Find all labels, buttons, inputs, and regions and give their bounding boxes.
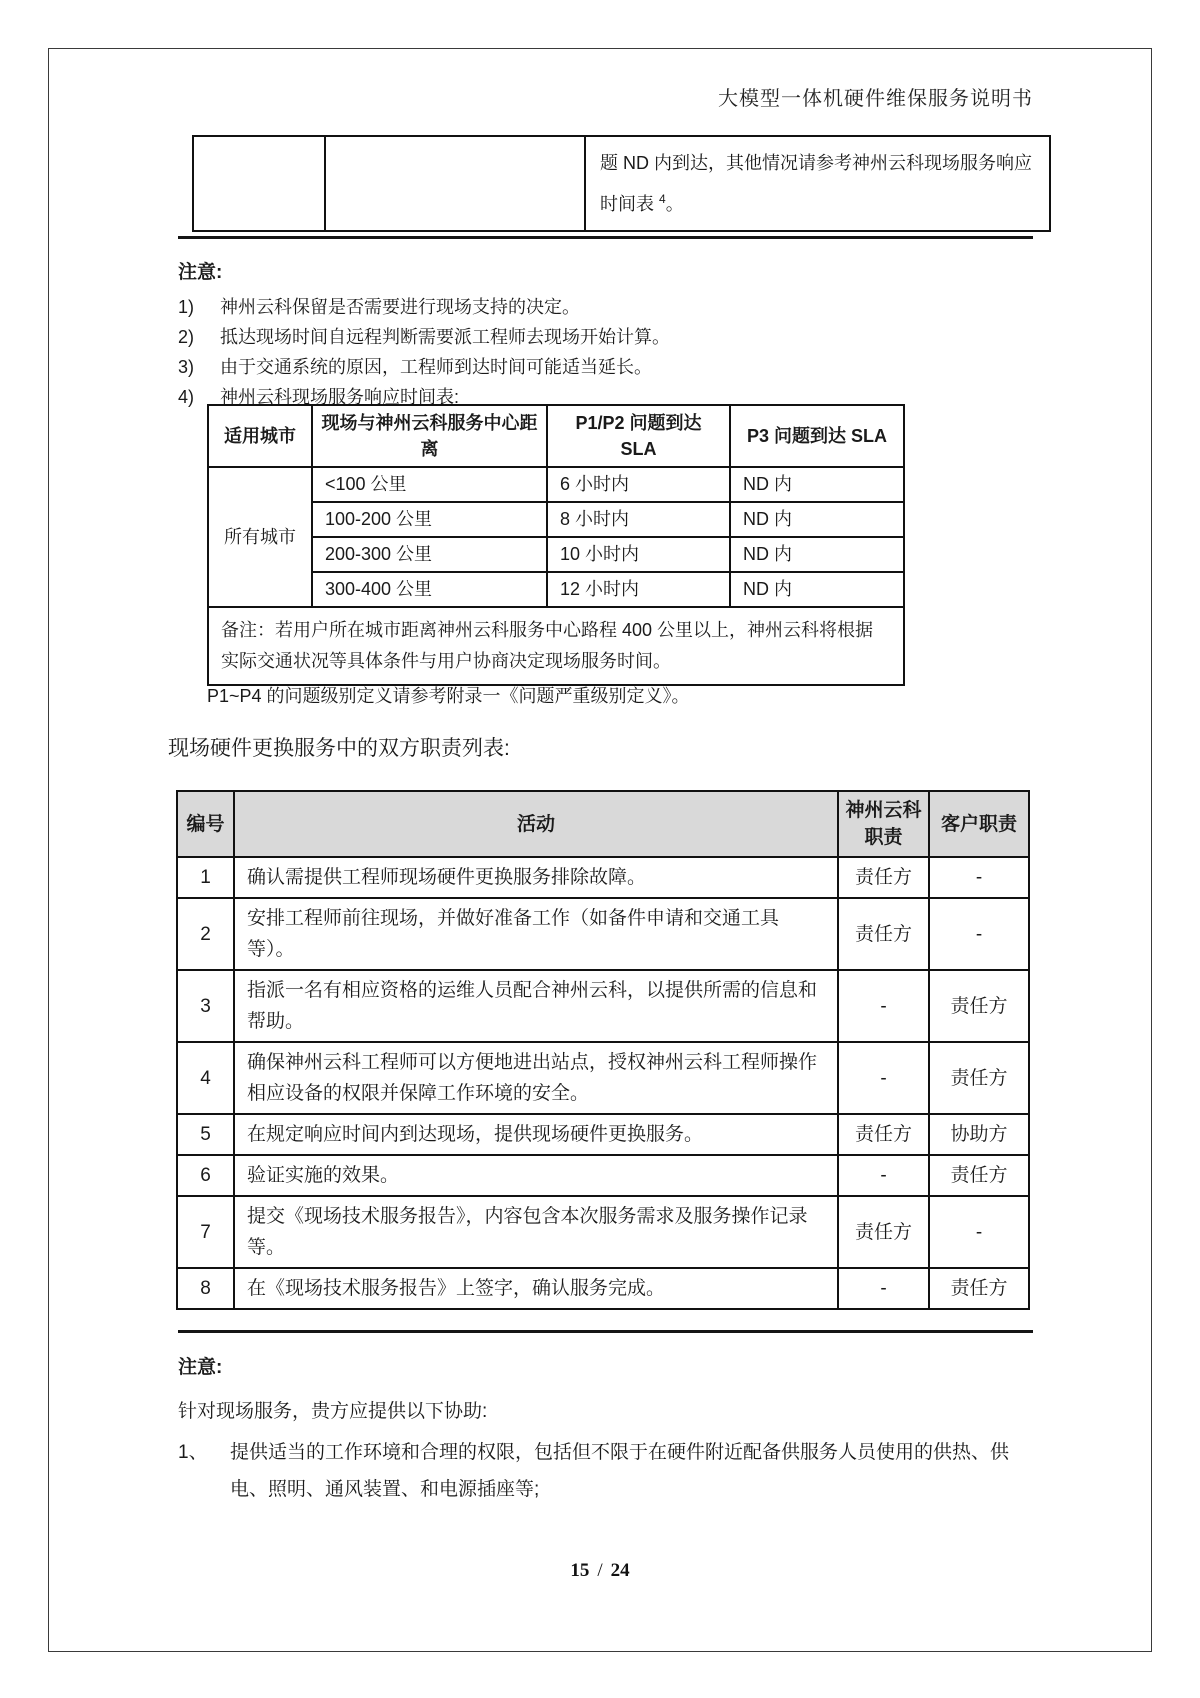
- cell-no: 5: [177, 1114, 234, 1155]
- column-header-distance: 现场与神州云科服务中心距离: [312, 405, 547, 467]
- cell-p3-sla: ND 内: [730, 537, 904, 572]
- cell-p3-sla: ND 内: [730, 572, 904, 607]
- cell-activity: 确保神州云科工程师可以方便地进出站点，授权神州云科工程师操作相应设备的权限并保障工作环境的安全。: [234, 1042, 838, 1114]
- column-header-activity: 活动: [234, 791, 838, 857]
- cell-distance: 100-200 公里: [312, 502, 547, 537]
- list-item-number: 4): [178, 387, 195, 407]
- cell-dc-duty: -: [838, 1155, 929, 1196]
- cell-customer-duty: -: [929, 857, 1029, 898]
- table-row: [193, 136, 1050, 231]
- cell-distance: 200-300 公里: [312, 537, 547, 572]
- table-row: [177, 1268, 1029, 1309]
- notes-list: [178, 292, 670, 412]
- cell-customer-duty: 责任方: [929, 1268, 1029, 1309]
- cell-customer-duty: 责任方: [929, 1042, 1029, 1114]
- cell-activity: 验证实施的效果。: [234, 1155, 838, 1196]
- table-row: [177, 1196, 1029, 1268]
- table-cell-response-note: [585, 136, 1050, 231]
- table-row: [208, 467, 904, 502]
- cell-customer-duty: 责任方: [929, 1155, 1029, 1196]
- list-item-number: 2): [178, 327, 195, 347]
- continued-table: [192, 135, 1051, 232]
- footnote-ref: 4: [659, 192, 666, 206]
- list-item-text: 由于交通系统的原因，工程师到达时间可能适当延长。: [220, 357, 652, 377]
- cell-customer-duty: -: [929, 898, 1029, 970]
- cell-no: 2: [177, 898, 234, 970]
- list-item-number: 1): [178, 297, 195, 317]
- cell-dc-duty: -: [838, 1042, 929, 1114]
- table-row: [208, 537, 904, 572]
- cell-no: 7: [177, 1196, 234, 1268]
- response-note-text: 题 ND 内到达，其他情况请参考神州云科现场服务响应时间表: [600, 153, 1032, 214]
- total-page-count: 24: [610, 1560, 630, 1581]
- cell-activity: 在《现场技术服务报告》上签字，确认服务完成。: [234, 1268, 838, 1309]
- column-header-p3-sla: P3 问题到达 SLA: [730, 405, 904, 467]
- cell-no: 4: [177, 1042, 234, 1114]
- table-cell-empty: [193, 136, 325, 231]
- cell-distance: 300-400 公里: [312, 572, 547, 607]
- list-item-number: 3): [178, 357, 195, 377]
- column-header-customer-duty: 客户职责: [929, 791, 1029, 857]
- sla-response-table: [207, 404, 905, 686]
- cell-p3-sla: ND 内: [730, 502, 904, 537]
- cell-p1p2-sla: 8 小时内: [547, 502, 730, 537]
- table-row: [177, 898, 1029, 970]
- cell-dc-duty: -: [838, 1268, 929, 1309]
- table-cell-empty: [325, 136, 585, 231]
- table-row: [177, 857, 1029, 898]
- table-row: [208, 572, 904, 607]
- cell-customer-duty: 协助方: [929, 1114, 1029, 1155]
- note-label: 注意:: [178, 1357, 223, 1378]
- list-item: [178, 352, 670, 382]
- cell-dc-duty: 责任方: [838, 1196, 929, 1268]
- cell-activity: 安排工程师前往现场，并做好准备工作（如备件申请和交通工具等）。: [234, 898, 838, 970]
- section-divider: [178, 236, 1033, 239]
- cell-distance: <100 公里: [312, 467, 547, 502]
- column-header-p1p2-sla: P1/P2 问题到达 SLA: [547, 405, 730, 467]
- assistance-intro: 针对现场服务，贵方应提供以下协助:: [178, 1401, 488, 1422]
- cell-p1p2-sla: 10 小时内: [547, 537, 730, 572]
- note-label: 注意:: [178, 262, 223, 283]
- cell-no: 8: [177, 1268, 234, 1309]
- list-item-text: 提供适当的工作环境和合理的权限，包括但不限于在硬件附近配备供服务人员使用的供热、供电、照明、通风装置、和电源插座等;: [230, 1442, 1010, 1500]
- column-header-no: 编号: [177, 791, 234, 857]
- table-row: [208, 502, 904, 537]
- table-row: [177, 1114, 1029, 1155]
- cell-no: 3: [177, 970, 234, 1042]
- table-header-row: [177, 791, 1029, 857]
- table-row: [177, 970, 1029, 1042]
- p1p4-definition-note: P1~P4 的问题级别定义请参考附录一《问题严重级别定义》。: [207, 686, 690, 706]
- list-item-text: 神州云科现场服务响应时间表:: [220, 387, 459, 407]
- cell-remark: 备注：若用户所在城市距离神州云科服务中心路程 400 公里以上，神州云科将根据实际交通状况等具体条件与用户协商决定现场服务时间。: [208, 607, 904, 685]
- assistance-list-item: [178, 1434, 1040, 1508]
- document-header-title: 大模型一体机硬件维保服务说明书: [718, 88, 1033, 110]
- cell-activity: 确认需提供工程师现场硬件更换服务排除故障。: [234, 857, 838, 898]
- column-header-dc-duty: 神州云科职责: [838, 791, 929, 857]
- cell-dc-duty: 责任方: [838, 898, 929, 970]
- cell-dc-duty: 责任方: [838, 1114, 929, 1155]
- cell-activity: 指派一名有相应资格的运维人员配合神州云科，以提供所需的信息和帮助。: [234, 970, 838, 1042]
- table-row: [177, 1042, 1029, 1114]
- cell-p1p2-sla: 6 小时内: [547, 467, 730, 502]
- list-item-text: 神州云科保留是否需要进行现场支持的决定。: [220, 297, 580, 317]
- section-heading: 现场硬件更换服务中的双方职责列表:: [168, 737, 510, 760]
- cell-activity: 提交《现场技术服务报告》，内容包含本次服务需求及服务操作记录等。: [234, 1196, 838, 1268]
- list-item-text: 抵达现场时间自远程判断需要派工程师去现场开始计算。: [220, 327, 670, 347]
- list-item: [178, 292, 670, 322]
- page-number: [0, 1560, 1200, 1582]
- table-header-row: [208, 405, 904, 467]
- cell-no: 6: [177, 1155, 234, 1196]
- page-number-separator: /: [597, 1560, 603, 1581]
- cell-activity: 在规定响应时间内到达现场，提供现场硬件更换服务。: [234, 1114, 838, 1155]
- cell-customer-duty: -: [929, 1196, 1029, 1268]
- response-note-period: 。: [665, 194, 684, 214]
- cell-p1p2-sla: 12 小时内: [547, 572, 730, 607]
- responsibility-table: [176, 790, 1030, 1310]
- section-divider: [178, 1330, 1033, 1333]
- cell-customer-duty: 责任方: [929, 970, 1029, 1042]
- cell-no: 1: [177, 857, 234, 898]
- column-header-city: 适用城市: [208, 405, 312, 467]
- cell-dc-duty: -: [838, 970, 929, 1042]
- cell-city: 所有城市: [208, 467, 312, 607]
- list-item: [178, 322, 670, 352]
- cell-p3-sla: ND 内: [730, 467, 904, 502]
- cell-dc-duty: 责任方: [838, 857, 929, 898]
- table-remark-row: [208, 607, 904, 685]
- current-page-number: 15: [570, 1560, 590, 1581]
- list-item-number: 1、: [178, 1442, 208, 1463]
- table-row: [177, 1155, 1029, 1196]
